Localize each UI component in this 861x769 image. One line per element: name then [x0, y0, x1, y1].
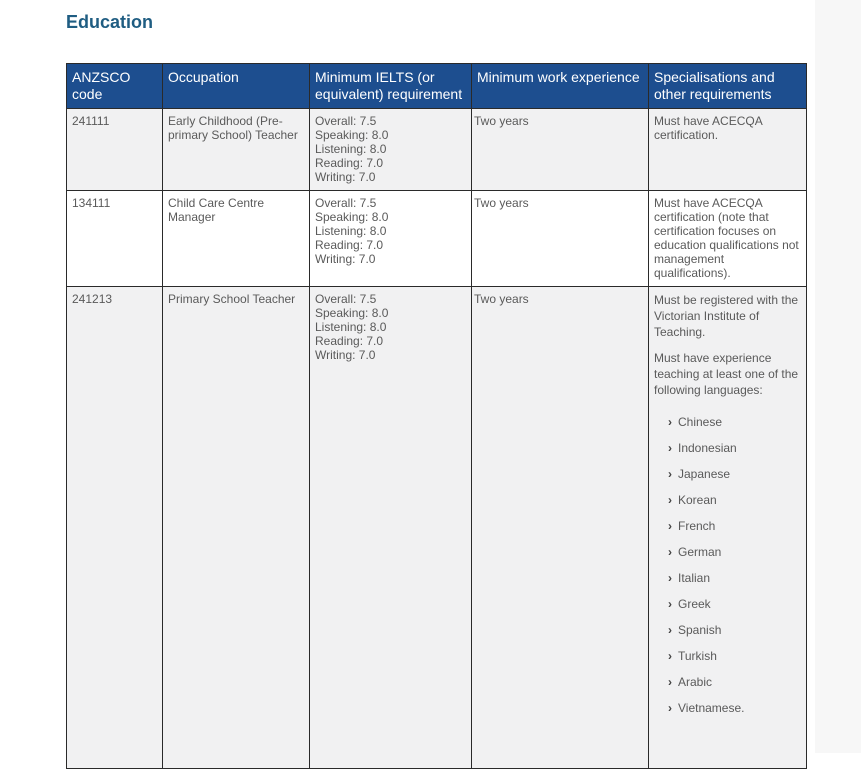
list-item	[668, 700, 801, 716]
ielts-overall: Overall: 7.5	[315, 292, 377, 306]
ielts-reading: Reading: 7.0	[315, 334, 384, 348]
cell-requirements	[649, 287, 807, 769]
ielts-writing: Writing: 7.0	[315, 170, 376, 184]
chevron-right-icon: ›	[668, 545, 672, 559]
chevron-right-icon: ›	[668, 467, 672, 481]
list-item	[668, 596, 801, 612]
table-row	[67, 109, 807, 191]
cell-code: 241213	[67, 287, 163, 769]
cell-requirements: Must have ACECQA certification (note that certification focuses on education qualifications not management qualifications).	[649, 191, 807, 287]
list-item	[668, 492, 801, 508]
chevron-right-icon: ›	[668, 415, 672, 429]
chevron-right-icon: ›	[668, 701, 672, 715]
ielts-overall: Overall: 7.5	[315, 196, 377, 210]
chevron-right-icon: ›	[668, 649, 672, 663]
chevron-right-icon: ›	[668, 623, 672, 637]
language-label: Greek	[678, 597, 711, 611]
language-label: Japanese	[678, 467, 731, 481]
occupation-table	[66, 63, 807, 769]
cell-requirements: Must have ACECQA certification.	[649, 109, 807, 191]
cell-occupation: Primary School Teacher	[163, 287, 310, 769]
chevron-right-icon: ›	[668, 675, 672, 689]
chevron-right-icon: ›	[668, 519, 672, 533]
list-item	[668, 570, 801, 586]
language-label: German	[678, 545, 722, 559]
list-item	[668, 648, 801, 664]
language-label: Chinese	[678, 415, 723, 429]
ielts-writing: Writing: 7.0	[315, 348, 376, 362]
cell-code: 134111	[67, 191, 163, 287]
requirement-languages: Must have experience teaching at least one of the following languages:	[654, 351, 799, 397]
cell-occupation: Early Childhood (Pre-primary School) Teacher	[163, 109, 310, 191]
language-label: Arabic	[678, 675, 713, 689]
table-row	[67, 287, 807, 769]
cell-code: 241111	[67, 109, 163, 191]
chevron-right-icon: ›	[668, 571, 672, 585]
cell-experience: Two years	[472, 191, 649, 287]
language-label: Turkish	[678, 649, 717, 663]
ielts-listening: Listening: 8.0	[315, 320, 387, 334]
ielts-speaking: Speaking: 8.0	[315, 210, 389, 224]
list-item	[668, 622, 801, 638]
cell-experience: Two years	[472, 287, 649, 769]
ielts-speaking: Speaking: 8.0	[315, 128, 389, 142]
languages-list	[654, 414, 801, 716]
header-occupation: Occupation	[163, 64, 310, 109]
language-label: Indonesian	[678, 441, 737, 455]
header-work-experience: Minimum work experience	[472, 64, 649, 109]
cell-ielts	[310, 109, 472, 191]
ielts-overall: Overall: 7.5	[315, 114, 377, 128]
language-label: French	[678, 519, 716, 533]
list-item	[668, 414, 801, 430]
language-label: Vietnamese.	[678, 701, 745, 715]
table-header-row	[67, 64, 807, 109]
list-item	[668, 466, 801, 482]
list-item	[668, 518, 801, 534]
ielts-writing: Writing: 7.0	[315, 252, 376, 266]
cell-ielts	[310, 287, 472, 769]
table-row	[67, 191, 807, 287]
chevron-right-icon: ›	[668, 597, 672, 611]
cell-experience: Two years	[472, 109, 649, 191]
header-anzsco-code: ANZSCO code	[67, 64, 163, 109]
list-item	[668, 440, 801, 456]
language-label: Korean	[678, 493, 717, 507]
ielts-listening: Listening: 8.0	[315, 224, 387, 238]
header-requirements: Specialisations and other requirements	[649, 64, 807, 109]
right-gutter	[815, 0, 861, 753]
header-ielts: Minimum IELTS (or equivalent) requirement	[310, 64, 472, 109]
chevron-right-icon: ›	[668, 493, 672, 507]
ielts-reading: Reading: 7.0	[315, 238, 384, 252]
chevron-right-icon: ›	[668, 441, 672, 455]
list-item	[668, 544, 801, 560]
ielts-listening: Listening: 8.0	[315, 142, 387, 156]
cell-ielts	[310, 191, 472, 287]
cell-occupation: Child Care Centre Manager	[163, 191, 310, 287]
ielts-reading: Reading: 7.0	[315, 156, 384, 170]
requirement-registration: Must be registered with the Victorian Institute of Teaching.	[654, 293, 799, 339]
ielts-speaking: Speaking: 8.0	[315, 306, 389, 320]
page-title: Education	[66, 12, 154, 32]
language-label: Spanish	[678, 623, 722, 637]
list-item	[668, 674, 801, 690]
language-label: Italian	[678, 571, 711, 585]
